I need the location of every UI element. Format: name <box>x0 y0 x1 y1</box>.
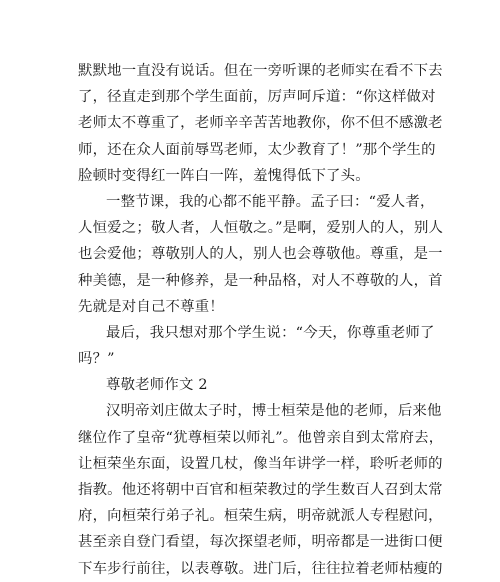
text-line: 老师太不尊重了，老师辛辛苦苦地教你，你不但不感激老 <box>78 115 443 132</box>
text-line: 默默地一直没有说话。但在一旁听课的老师实在看不下去 <box>78 63 443 79</box>
text-line: 让桓荣坐东面，设置几杖，像当年讲学一样，聆听老师的 <box>78 455 443 472</box>
section-heading: 尊敬老师作文 2 <box>106 377 208 394</box>
text-line: 指教。他还将朝中百官和桓荣教过的学生数百人召到太常 <box>78 482 443 498</box>
text-line: 继位作了皇帝“犹尊桓荣以师礼”。他曾亲自到太常府去， <box>78 429 444 446</box>
text-line: 府，向桓荣行弟子礼。桓荣生病，明帝就派人专程慰问， <box>78 508 443 525</box>
text-line: 吗？” <box>78 351 115 368</box>
article-body <box>78 58 444 582</box>
text-line: 脸顿时变得红一阵白一阵，羞愧得低下了头。 <box>78 167 370 184</box>
paragraph-start-line: 汉明帝刘庄做太子时，博士桓荣是他的老师，后来他 <box>106 403 442 420</box>
text-line: 也会爱他；尊敬别人的人，别人也会尊敬他。尊重，是一 <box>78 246 443 263</box>
text-line: 人恒爱之；敬人者，人恒敬之。”是啊，爱别人的人，别人 <box>78 220 444 237</box>
text-line: 种美德，是一种修养，是一种品格，对人不尊敬的人，首 <box>78 272 443 289</box>
paragraph-start-line: 最后，我只想对那个学生说：“今天，你尊重老师了 <box>106 324 435 341</box>
text-line: 甚至亲自登门看望，每次探望老师，明帝都是一进街口便 <box>78 534 443 551</box>
text-line: 先就是对自己不尊重！ <box>78 298 224 315</box>
text-line: 了，径直走到那个学生面前，厉声呵斥道：“你这样做对 <box>78 89 436 106</box>
paragraph-start-line: 一整节课，我的心都不能平静。孟子曰：“爱人者， <box>106 193 435 210</box>
text-line: 下车步行前往，以表尊敬。进门后，往往拉着老师枯瘦的 <box>78 560 443 577</box>
text-line: 师，还在众人面前辱骂老师，太少教育了！”那个学生的 <box>78 141 436 158</box>
